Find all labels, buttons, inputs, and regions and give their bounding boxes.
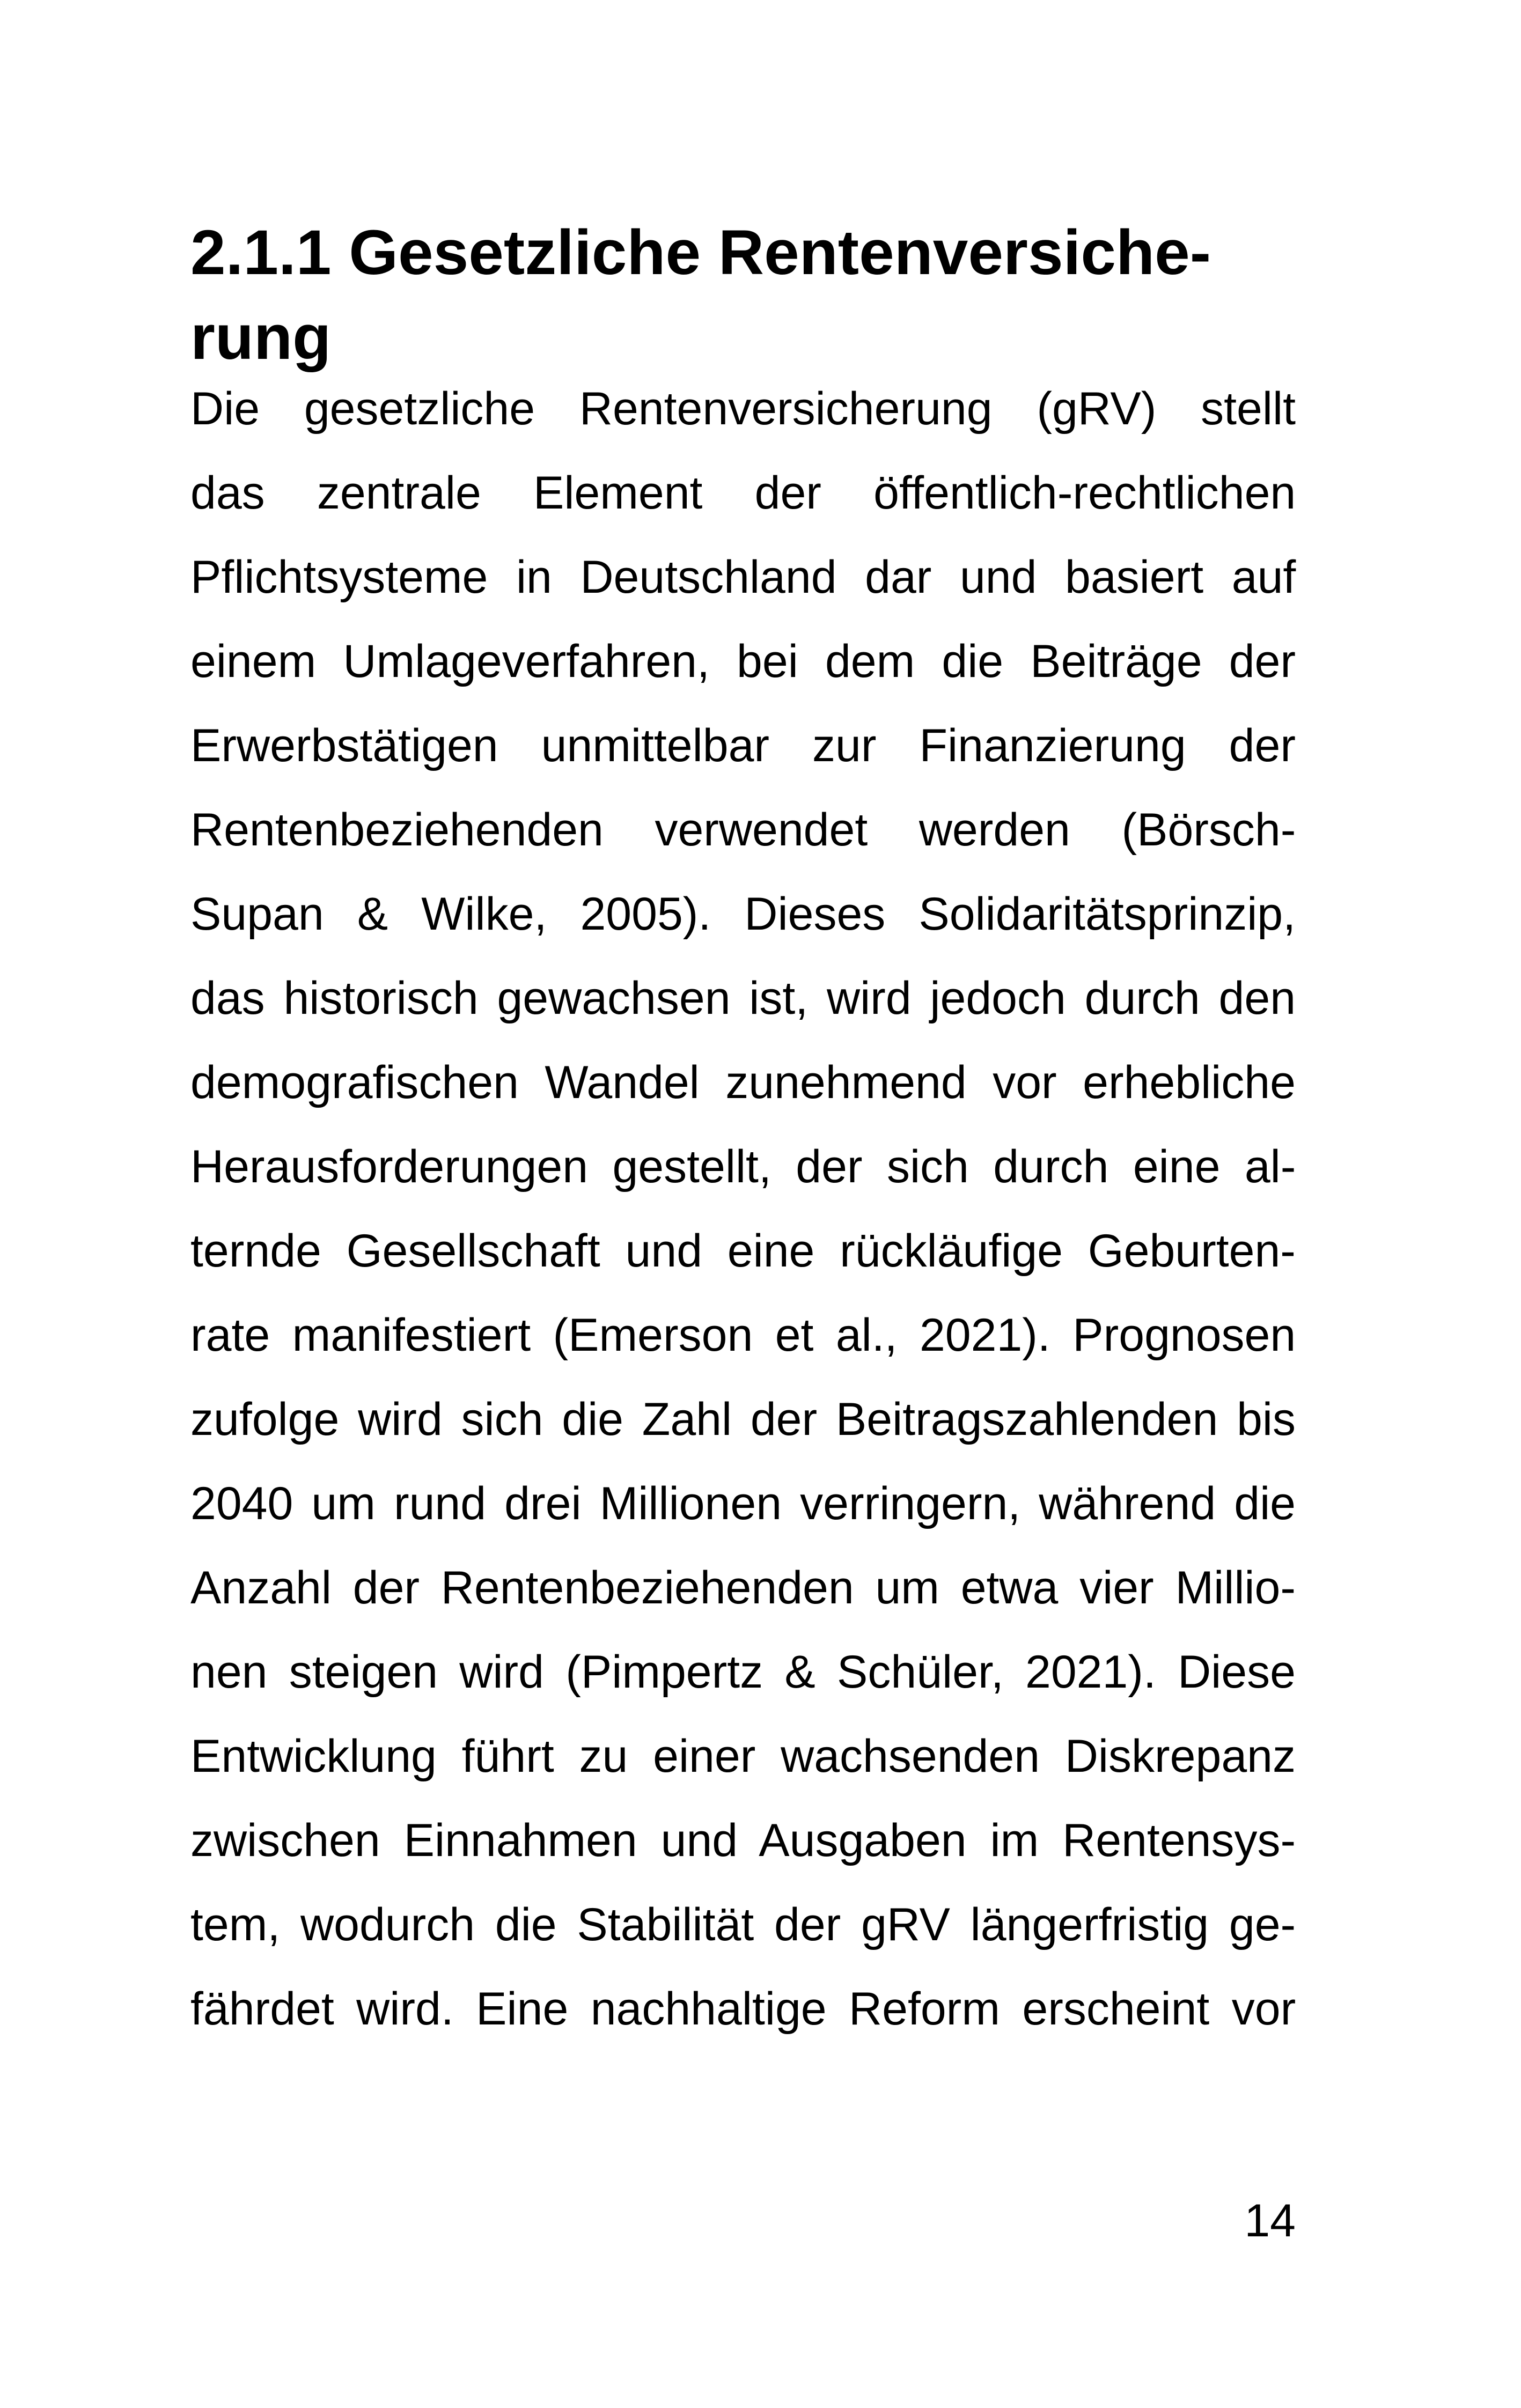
body-line: Erwerbstätigen unmittelbar zur Finanzierung der xyxy=(190,720,1296,771)
body-line: rate manifestiert (Emerson et al., 2021). Prognosen xyxy=(190,1309,1296,1361)
body-line: Herausforderungen gestellt, der sich durch eine al- xyxy=(190,1141,1296,1192)
body-line: das zentrale Element der öffentlich-rechtlichen xyxy=(190,467,1296,519)
body-line: das historisch gewachsen ist, wird jedoch durch den xyxy=(190,973,1296,1024)
section-heading-line: 2.1.1 Gesetzliche Rentenversiche- xyxy=(190,217,1211,288)
body-line: Entwicklung führt zu einer wachsenden Diskrepanz xyxy=(190,1730,1296,1782)
body-line: ternde Gesellschaft und eine rückläufige Geburten- xyxy=(190,1225,1296,1277)
body-line: Anzahl der Rentenbeziehenden um etwa vier Millio- xyxy=(190,1562,1296,1614)
body-line: demografischen Wandel zunehmend vor erhebliche xyxy=(190,1057,1296,1108)
body-line: fährdet wird. Eine nachhaltige Reform erscheint vor xyxy=(190,1983,1296,2035)
body-line: 2040 um rund drei Millionen verringern, während die xyxy=(190,1478,1296,1529)
body-line: einem Umlageverfahren, bei dem die Beiträge der xyxy=(190,636,1296,687)
body-line: zufolge wird sich die Zahl der Beitragszahlenden bis xyxy=(190,1394,1296,1445)
page-number: 14 xyxy=(1244,2195,1296,2247)
body-line: zwischen Einnahmen und Ausgaben im Rentensys- xyxy=(190,1815,1296,1866)
body-paragraph xyxy=(190,367,1296,2051)
body-line: Supan & Wilke, 2005). Dieses Solidaritätsprinzip, xyxy=(190,888,1296,940)
body-line: Rentenbeziehenden verwendet werden (Börsch- xyxy=(190,804,1296,856)
section-heading xyxy=(190,210,1296,380)
body-line: nen steigen wird (Pimpertz & Schüler, 2021). Diese xyxy=(190,1646,1296,1698)
body-line: tem, wodurch die Stabilität der gRV längerfristig ge- xyxy=(190,1899,1296,1950)
body-line: Pflichtsysteme in Deutschland dar und basiert auf xyxy=(190,551,1296,603)
body-line: Die gesetzliche Rentenversicherung (gRV) stellt xyxy=(190,383,1296,435)
section-heading-line: rung xyxy=(190,302,332,373)
